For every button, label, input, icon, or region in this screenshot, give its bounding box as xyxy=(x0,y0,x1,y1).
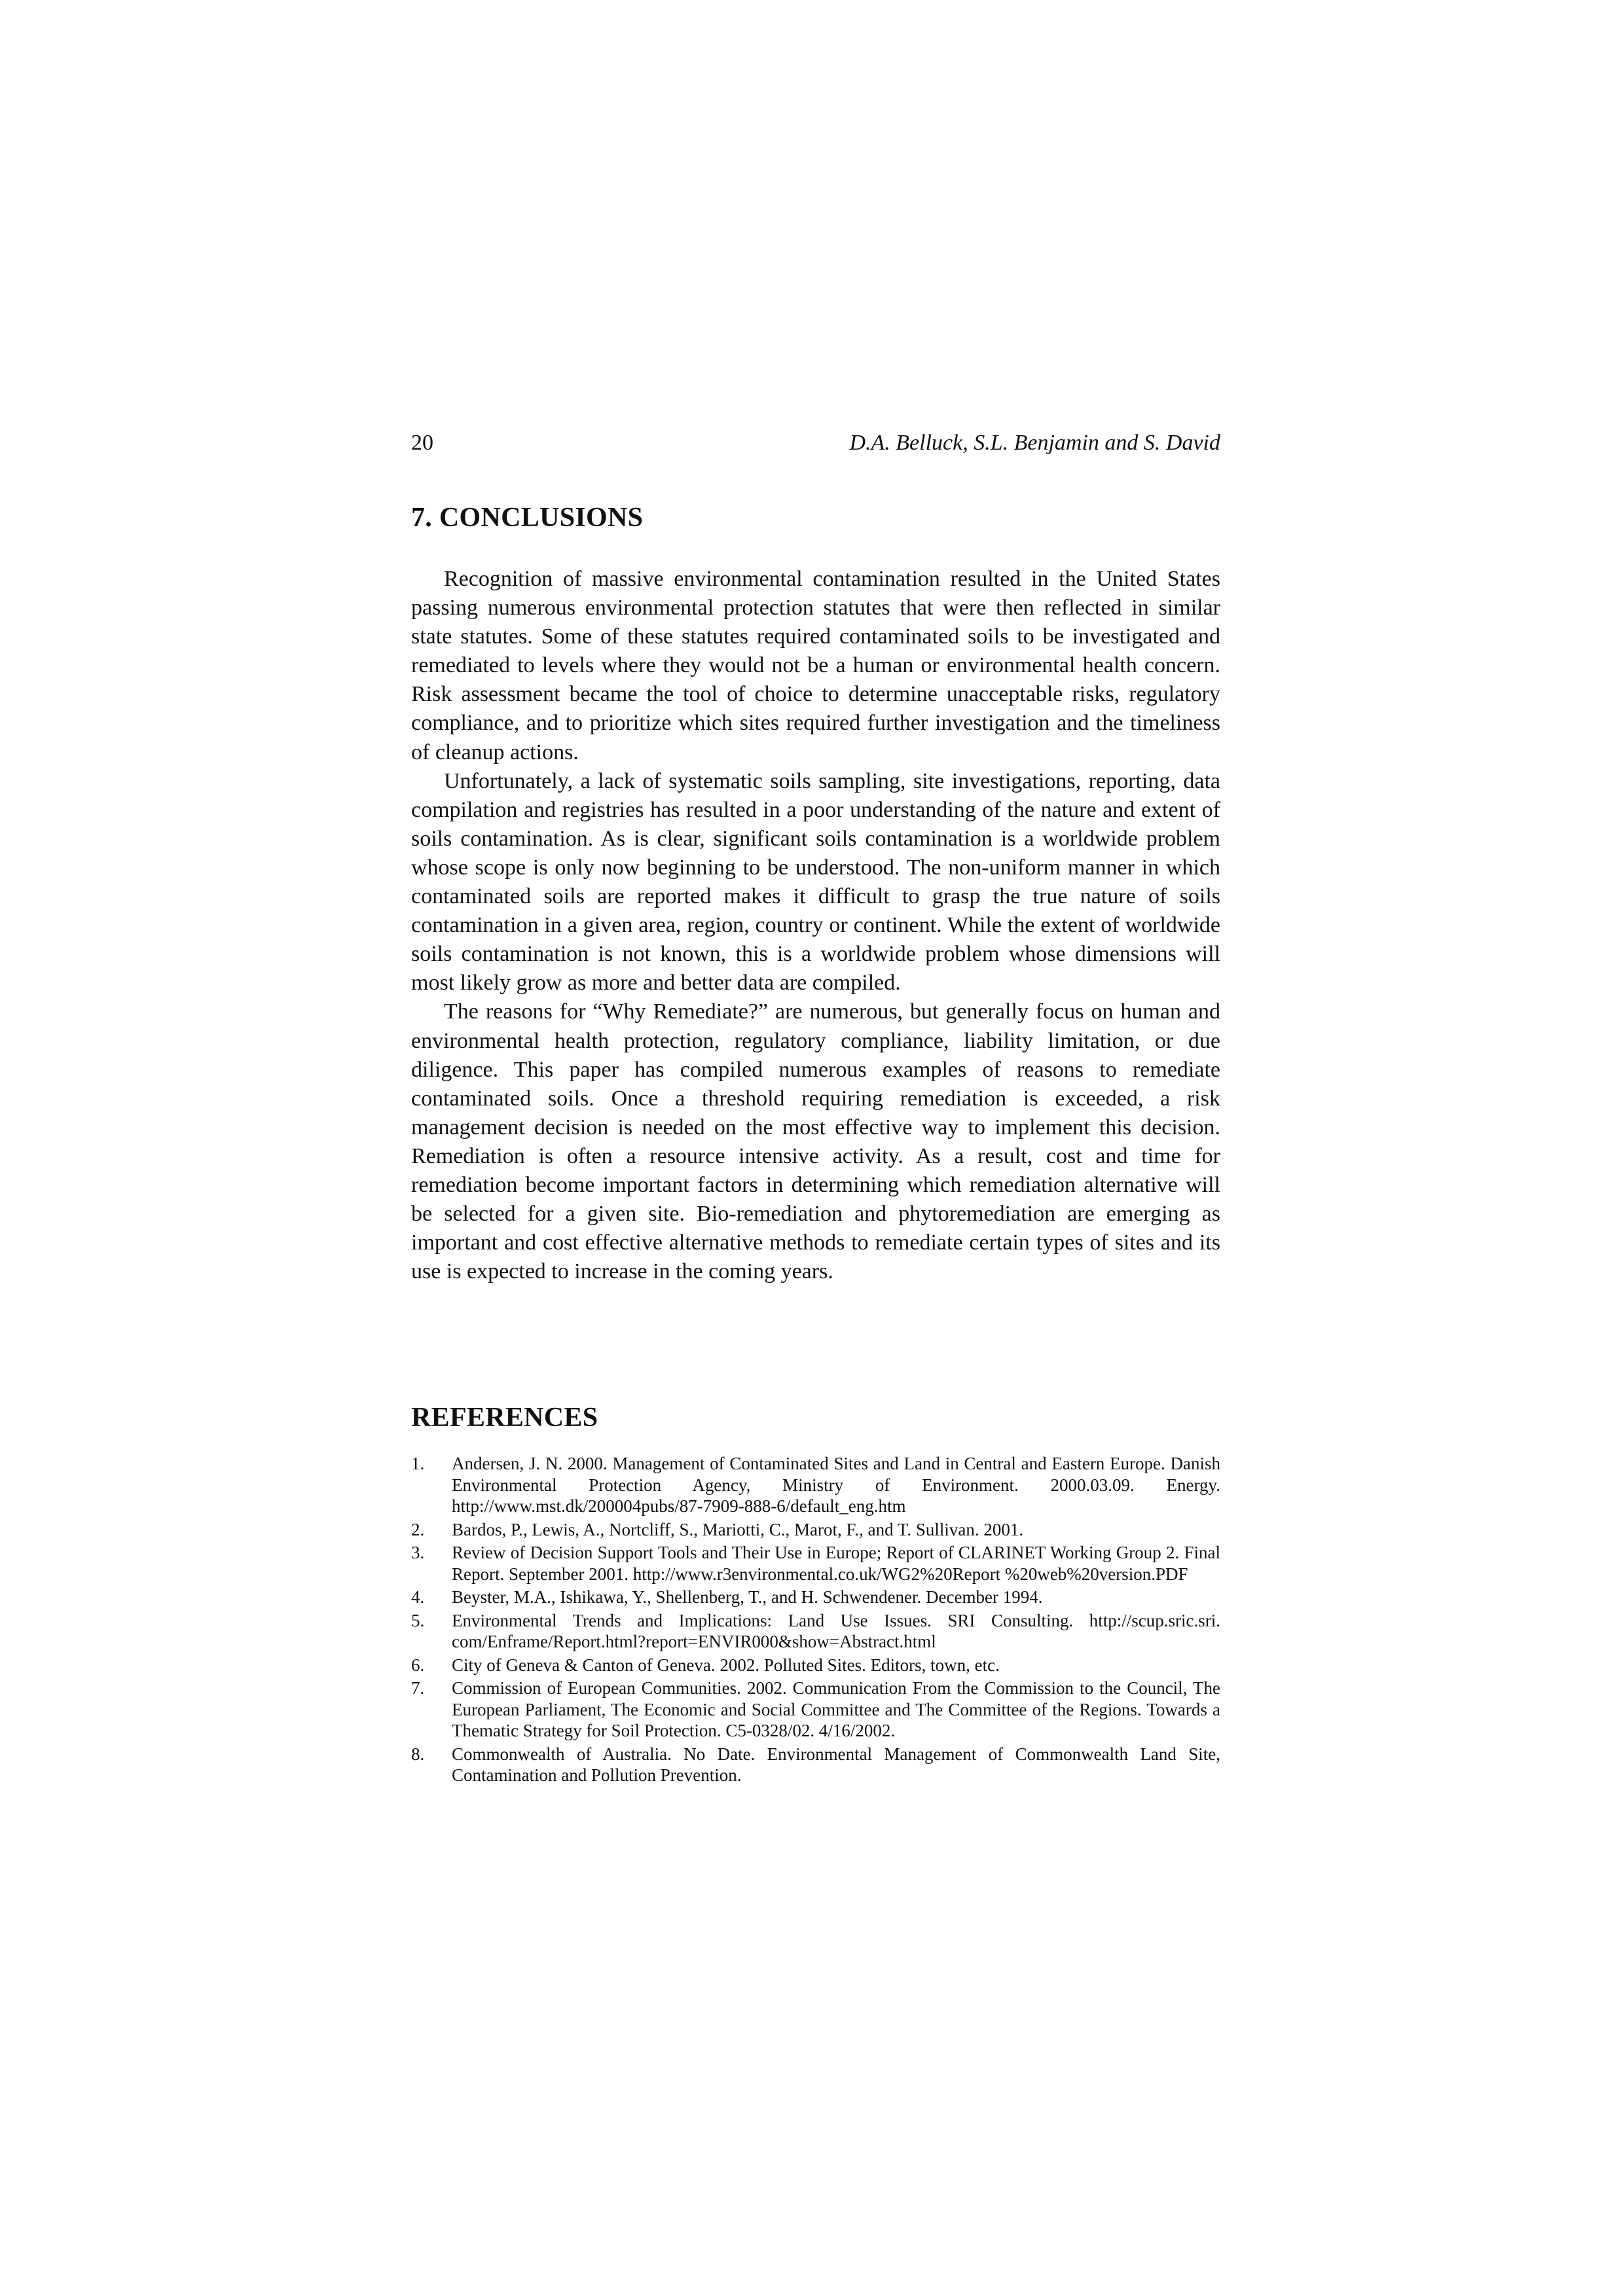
conclusions-body xyxy=(411,565,1220,1286)
reference-item xyxy=(411,1542,1220,1585)
reference-text: Commission of European Communities. 2002. Communication From the Commission to the Council, The European Parliament, The Economic and Social Committee and The Committee of the Regions. Towards a Thematic Strategy for Soil Protection. C5-0328/02. 4/16/2002. xyxy=(452,1678,1220,1740)
references-list xyxy=(411,1453,1220,1788)
reference-item xyxy=(411,1587,1220,1608)
reference-number: 3. xyxy=(411,1543,425,1562)
reference-number: 4. xyxy=(411,1587,425,1607)
reference-text: Andersen, J. N. 2000. Management of Contaminated Sites and Land in Central and Eastern Europe. Danish Environmental Protection Agency, Ministry of Environment. 2000.03.09. Energy. http://www.mst.dk/200004pubs/87-7909-888-6/default_eng.htm xyxy=(452,1454,1220,1516)
reference-item xyxy=(411,1519,1220,1541)
reference-item xyxy=(411,1610,1220,1653)
conclusions-heading: 7. CONCLUSIONS xyxy=(411,503,644,533)
conclusions-paragraph: Recognition of massive environmental contamination resulted in the United States passing numerous environmental protection statutes that were then reflected in similar state statutes. Some of these statutes required contaminated soils to be investigated and remediated to levels where they would not be a human or environmental health concern. Risk assessment became the tool of choice to determine unacceptable risks, regulatory compliance, and to prioritize which sites required further investigation and the timeliness of cleanup actions. xyxy=(411,567,1220,764)
reference-text: Bardos, P., Lewis, A., Nortcliff, S., Mariotti, C., Marot, F., and T. Sullivan. 2001. xyxy=(452,1519,1024,1539)
conclusions-paragraph: The reasons for “Why Remediate?” are numerous, but generally focus on human and environmental health protection, regulatory compliance, liability limitation, or due diligence. This paper has compiled numerous examples of reasons to remediate contaminated soils. Once a threshold requiring remediation is exceeded, a risk management decision is needed on the most effective way to implement this decision. Remediation is often a resource intensive activity. As a result, cost and time for remediation become important factors in determining which remediation alternative will be selected for a given site. Bio-remediation and phytoremediation are emerging as important and cost effective alternative methods to remediate certain types of sites and its use is expected to increase in the coming years. xyxy=(411,999,1220,1284)
reference-text: City of Geneva & Canton of Geneva. 2002. Polluted Sites. Editors, town, etc. xyxy=(452,1655,1000,1675)
running-head-authors: D.A. Belluck, S.L. Benjamin and S. David xyxy=(849,431,1220,455)
reference-text: Environmental Trends and Implications: Land Use Issues. SRI Consulting. http://scup.sric.sri. com/Enframe/Report.html?report=ENVIR000&show=Abstract.html xyxy=(452,1610,1220,1651)
reference-item xyxy=(411,1677,1220,1742)
reference-number: 8. xyxy=(411,1744,425,1764)
document-page xyxy=(411,0,1220,2296)
reference-text: Commonwealth of Australia. No Date. Environmental Management of Commonwealth Land Site, Contamination and Pollution Prevention. xyxy=(452,1744,1220,1785)
running-head xyxy=(411,427,1220,459)
reference-number: 5. xyxy=(411,1610,425,1630)
reference-item xyxy=(411,1655,1220,1676)
reference-number: 7. xyxy=(411,1678,425,1698)
reference-item xyxy=(411,1744,1220,1786)
reference-text: Review of Decision Support Tools and Their Use in Europe; Report of CLARINET Working Group 2. Final Report. September 2001. http://www.r3environmental.co.uk/WG2%20Report %20web%20version.PDF xyxy=(452,1543,1220,1584)
reference-number: 1. xyxy=(411,1454,425,1473)
references-heading: REFERENCES xyxy=(411,1403,598,1433)
reference-number: 6. xyxy=(411,1655,425,1675)
conclusions-paragraph: Unfortunately, a lack of systematic soils sampling, site investigations, reporting, data compilation and registries has resulted in a poor understanding of the nature and extent of soils contamination. As is clear, significant soils contamination is a worldwide problem whose scope is only now beginning to be understood. The non-uniform manner in which contaminated soils are reported makes it difficult to grasp the true nature of soils contamination in a given area, region, country or continent. While the extent of worldwide soils contamination is not known, this is a worldwide problem whose dimensions will most likely grow as more and better data are compiled. xyxy=(411,768,1220,996)
page-number: 20 xyxy=(411,431,433,455)
reference-item xyxy=(411,1453,1220,1517)
reference-text: Beyster, M.A., Ishikawa, Y., Shellenberg, T., and H. Schwendener. December 1994. xyxy=(452,1587,1043,1607)
reference-number: 2. xyxy=(411,1519,425,1539)
